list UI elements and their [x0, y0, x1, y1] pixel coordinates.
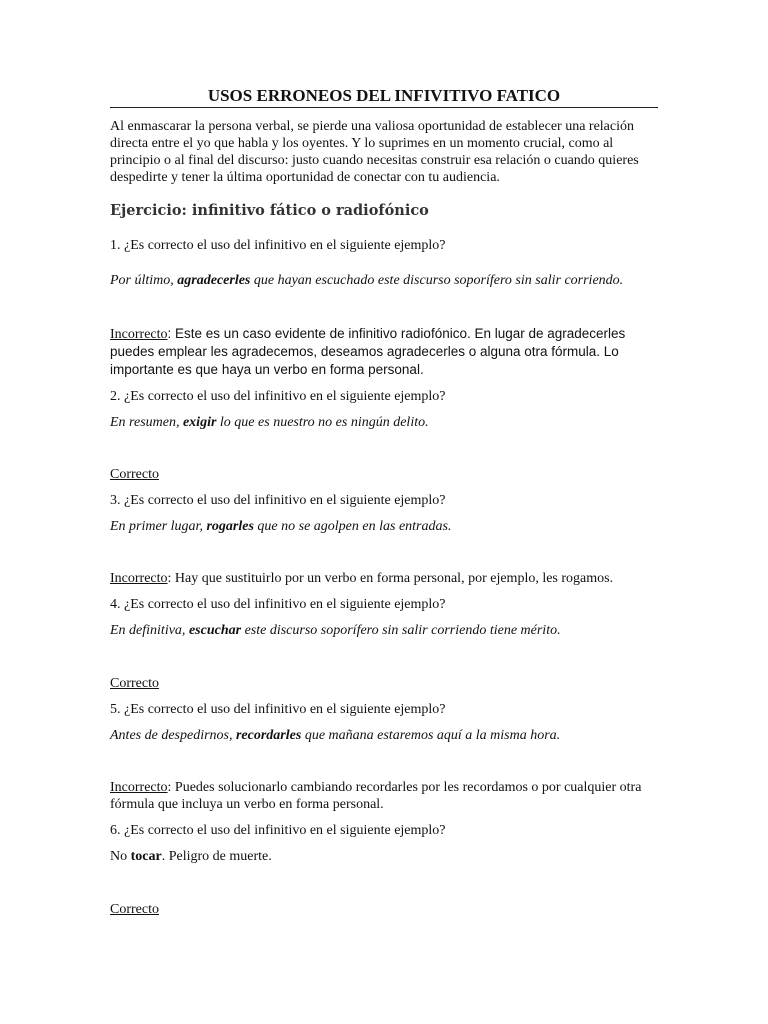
- example-1: [110, 272, 658, 289]
- answer-6-label: Correcto: [110, 902, 159, 917]
- answer-1-text: : Este es un caso evidente de infinitivo radiofónico. En lugar de agradecerles puedes emplear les agradecemos, deseamos agradecerles o alguna otra fórmula. Lo importante es que haya un verbo en forma personal.: [110, 326, 626, 377]
- example-2-verb: exigir: [182, 415, 217, 430]
- example-1-post: que hayan escuchado este discurso soporífero sin salir corriendo.: [250, 273, 624, 288]
- document-title: USOS ERRONEOS DEL INFIVITIVO FATICO: [110, 86, 658, 108]
- example-4-verb: escuchar: [188, 623, 242, 638]
- example-2-post: lo que es nuestro no es ningún delito.: [216, 415, 429, 430]
- example-6-verb: tocar: [130, 849, 162, 864]
- answer-3-label: Incorrecto: [110, 571, 168, 586]
- example-3-verb: rogarles: [206, 519, 254, 534]
- example-6: [110, 848, 658, 865]
- example-5-post: que mañana estaremos aquí a la misma hora.: [301, 728, 561, 743]
- answer-2-label: Correcto: [110, 467, 159, 482]
- answer-6: [110, 901, 658, 918]
- example-1-verb: agradecerles: [177, 273, 251, 288]
- answer-5-label: Incorrecto: [110, 780, 168, 795]
- example-5: [110, 727, 658, 744]
- example-4-post: este discurso soporífero sin salir corriendo tiene mérito.: [241, 623, 561, 638]
- answer-2: [110, 466, 658, 483]
- example-4-pre: En definitiva,: [110, 623, 189, 638]
- intro-paragraph: Al enmascarar la persona verbal, se pierde una valiosa oportunidad de establecer una relación directa entre el yo que habla y los oyentes. Y lo suprimes en un momento crucial, como al principio o al final del discurso: justo cuando necesitas construir esa relación o cuando quieres despedirte y tener la última oportunidad de conectar con tu audiencia.: [110, 119, 639, 185]
- example-6-pre: No: [110, 849, 131, 864]
- example-6-post: . Peligro de muerte.: [161, 849, 272, 864]
- answer-3-text: : Hay que sustituirlo por un verbo en forma personal, por ejemplo, les rogamos.: [167, 571, 614, 586]
- example-3-post: que no se agolpen en las entradas.: [253, 519, 452, 534]
- answer-4: [110, 675, 658, 692]
- answer-3: [110, 570, 658, 587]
- answer-4-label: Correcto: [110, 676, 159, 691]
- example-5-pre: Antes de despedirnos,: [110, 728, 236, 743]
- question-5: 5. ¿Es correcto el uso del infinitivo en el siguiente ejemplo?: [110, 702, 446, 717]
- example-2-pre: En resumen,: [110, 415, 183, 430]
- example-2: [110, 414, 658, 431]
- question-3: 3. ¿Es correcto el uso del infinitivo en el siguiente ejemplo?: [110, 493, 446, 508]
- example-4: [110, 622, 658, 639]
- example-5-verb: recordarles: [235, 728, 302, 743]
- exercise-heading: Ejercicio: infinitivo fático o radiofónico: [110, 202, 429, 219]
- answer-5: [110, 779, 658, 813]
- example-1-pre: Por último,: [110, 273, 178, 288]
- question-6: 6. ¿Es correcto el uso del infinitivo en el siguiente ejemplo?: [110, 823, 446, 838]
- answer-5-text: : Puedes solucionarlo cambiando recordarles por les recordamos o por cualquier otra fórmula que incluya un verbo en forma personal.: [110, 780, 642, 812]
- answer-1-label: Incorrecto: [110, 327, 168, 342]
- answer-1: [110, 325, 658, 379]
- question-4: 4. ¿Es correcto el uso del infinitivo en el siguiente ejemplo?: [110, 597, 446, 612]
- question-2: 2. ¿Es correcto el uso del infinitivo en el siguiente ejemplo?: [110, 389, 446, 404]
- question-1: 1. ¿Es correcto el uso del infinitivo en el siguiente ejemplo?: [110, 238, 446, 253]
- document-page: [110, 86, 658, 918]
- example-3-pre: En primer lugar,: [110, 519, 207, 534]
- example-3: [110, 518, 658, 535]
